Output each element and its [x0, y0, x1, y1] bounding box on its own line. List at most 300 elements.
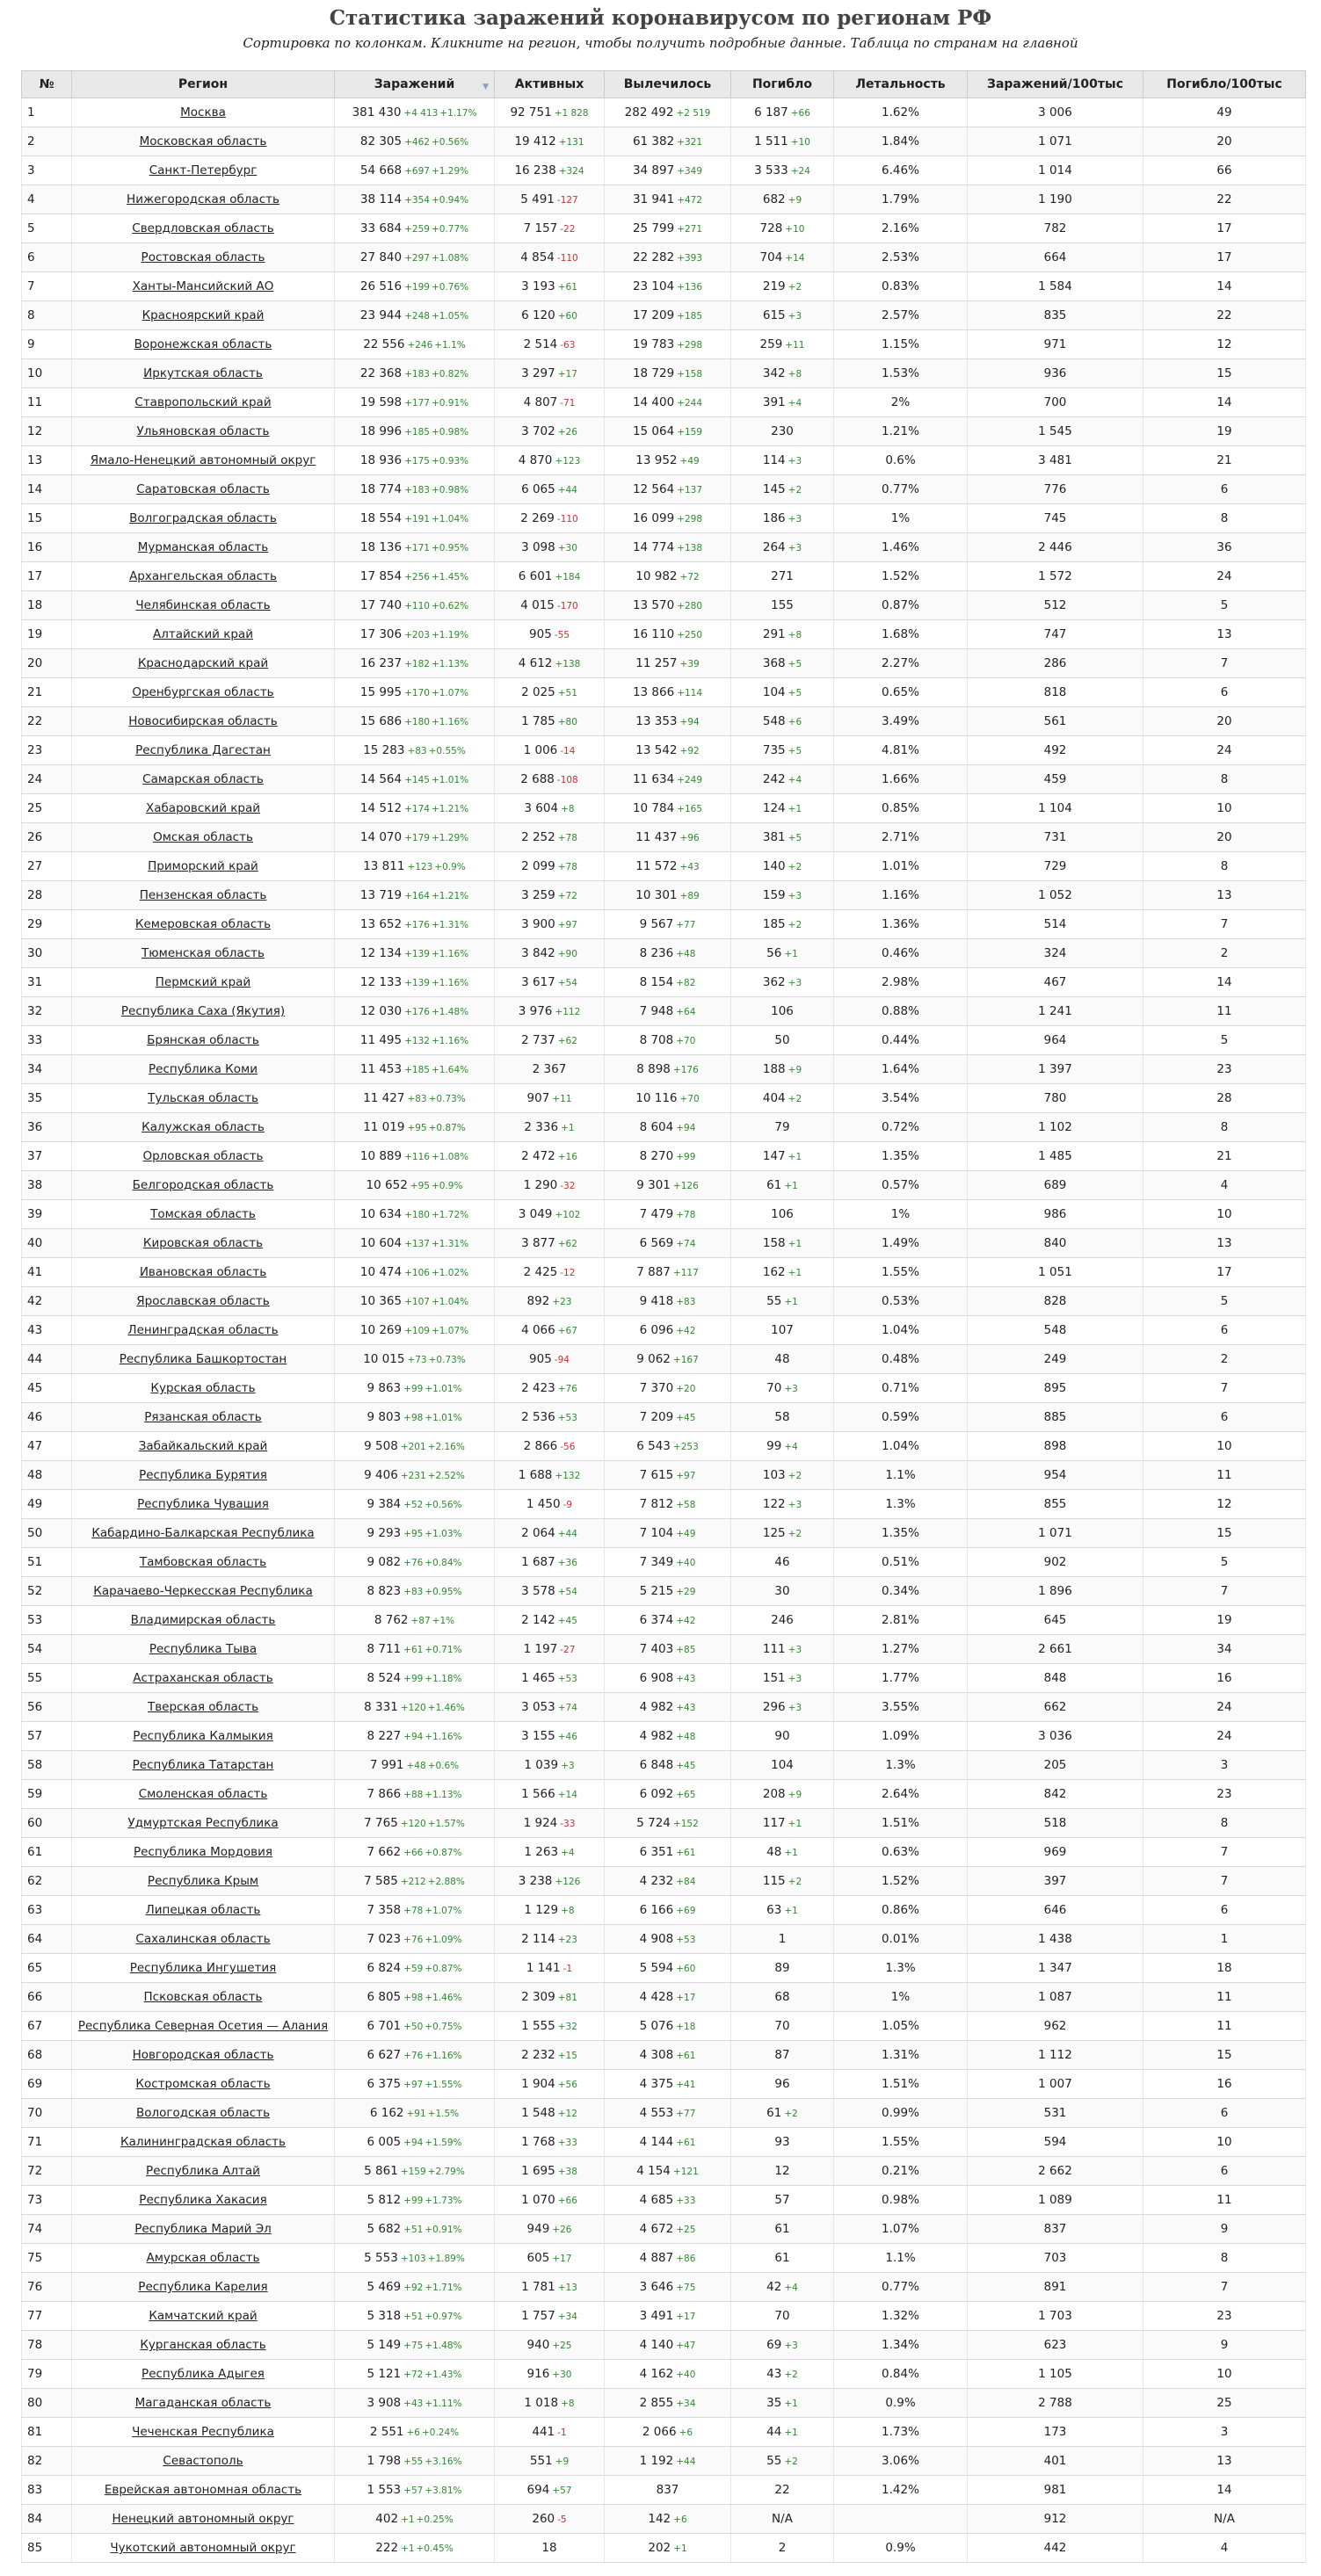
active-cell	[495, 388, 605, 417]
deaths-cell	[731, 649, 834, 678]
region-link[interactable]: Амурская область	[146, 2251, 260, 2265]
region-link[interactable]: Республика Калмыкия	[133, 1729, 273, 1743]
region-link[interactable]: Республика Северная Осетия — Алания	[77, 2019, 329, 2033]
active-cell	[495, 794, 605, 823]
infected-cell	[335, 997, 495, 1026]
region-link[interactable]: Приморский край	[148, 859, 258, 873]
active-cell	[495, 707, 605, 736]
region-link[interactable]: Ростовская область	[141, 250, 265, 264]
infected-growth-percent: +0.9%	[434, 862, 466, 872]
row-number: 15	[22, 504, 72, 533]
lethality-cell: 1.52%	[834, 1867, 968, 1896]
active-value: 3 238	[518, 1874, 553, 1888]
region-cell	[72, 2476, 335, 2505]
deaths-value: 104	[762, 685, 786, 699]
recovered-cell	[605, 736, 731, 765]
lethality-cell: 2.16%	[834, 214, 968, 243]
infected-growth-percent: +1.45%	[431, 572, 469, 582]
deaths-delta: +2	[784, 2370, 798, 2380]
infected-delta: +98	[403, 1993, 424, 2003]
deaths-value: 242	[762, 772, 786, 786]
infected-growth-percent: +2.16%	[427, 1442, 465, 1452]
region-link[interactable]: Республика Марий Эл	[134, 2222, 272, 2236]
infected-cell	[335, 736, 495, 765]
deaths-per-100k-cell: 5	[1143, 591, 1306, 620]
region-cell	[72, 2273, 335, 2302]
col-header-infected-per-100k[interactable]: Заражений/100тыс	[968, 71, 1143, 98]
region-link[interactable]: Ямало-Ненецкий автономный округ	[90, 453, 316, 467]
active-cell	[495, 1635, 605, 1664]
recovered-cell	[605, 2070, 731, 2099]
region-link[interactable]: Удмуртская Республика	[127, 1816, 279, 1830]
col-header-deaths[interactable]: Погибло	[731, 71, 834, 98]
infected-delta: +246	[407, 340, 433, 351]
col-header-deaths-per-100k[interactable]: Погибло/100тыс	[1143, 71, 1306, 98]
region-link[interactable]: Республика Башкортостан	[119, 1352, 287, 1366]
active-delta: +12	[557, 2109, 577, 2119]
lethality-cell: 2.71%	[834, 823, 968, 852]
infected-delta: +94	[403, 1732, 424, 1742]
region-link[interactable]: Ивановская область	[139, 1265, 267, 1279]
table-row	[22, 185, 1306, 214]
lethality-cell: 0.6%	[834, 446, 968, 475]
region-link[interactable]: Костромская область	[135, 2077, 271, 2091]
active-delta: +123	[555, 456, 581, 467]
deaths-per-100k-cell: 34	[1143, 1635, 1306, 1664]
region-link[interactable]: Пензенская область	[139, 888, 267, 902]
active-value: 3 049	[518, 1207, 553, 1221]
region-link[interactable]: Московская область	[139, 134, 267, 148]
recovered-delta: +94	[679, 717, 700, 727]
deaths-per-100k-cell: 8	[1143, 1113, 1306, 1142]
infected-per-100k-cell: 286	[968, 649, 1143, 678]
active-delta: +44	[557, 1529, 577, 1539]
active-delta: +78	[557, 833, 577, 843]
infected-per-100k-cell: 1 190	[968, 185, 1143, 214]
infected-growth-percent: +1.17%	[439, 108, 477, 119]
active-delta: +14	[557, 1790, 577, 1800]
infected-delta: +52	[403, 1500, 424, 1510]
active-value: 2 737	[521, 1033, 555, 1047]
region-link[interactable]: Карачаево-Черкесская Республика	[93, 1584, 313, 1598]
lethality-cell: 1.3%	[834, 1751, 968, 1780]
recovered-delta: +70	[679, 1094, 700, 1104]
region-link[interactable]: Тверская область	[147, 1700, 259, 1714]
recovered-delta: +72	[679, 572, 700, 582]
deaths-value: 3 533	[754, 163, 788, 177]
deaths-per-100k-cell: 11	[1143, 997, 1306, 1026]
region-link[interactable]: Архангельская область	[129, 569, 277, 583]
infected-delta: +48	[406, 1761, 426, 1771]
infected-cell	[335, 620, 495, 649]
region-link[interactable]: Республика Алтай	[146, 2164, 260, 2178]
infected-cell	[335, 1403, 495, 1432]
active-cell	[495, 1084, 605, 1113]
region-link[interactable]: Воронежская область	[134, 337, 272, 351]
recovered-delta: +48	[676, 1732, 696, 1742]
deaths-value: 125	[762, 1526, 786, 1540]
region-link[interactable]: Тульская область	[148, 1091, 258, 1105]
recovered-cell	[605, 2302, 731, 2331]
region-link[interactable]: Новосибирская область	[128, 714, 278, 728]
lethality-cell: 6.46%	[834, 156, 968, 185]
active-value: 905	[529, 627, 552, 641]
infected-per-100k-cell: 594	[968, 2128, 1143, 2157]
region-link[interactable]: Кемеровская область	[134, 917, 272, 931]
region-link[interactable]: Тюменская область	[142, 946, 265, 960]
region-link[interactable]: Омская область	[153, 830, 253, 844]
infected-cell	[335, 910, 495, 939]
lethality-cell: 1.1%	[834, 1461, 968, 1490]
deaths-cell	[731, 2128, 834, 2157]
infected-growth-percent: +1.73%	[425, 2196, 462, 2206]
deaths-value: 12	[774, 2164, 790, 2178]
deaths-per-100k-cell: 19	[1143, 1606, 1306, 1635]
col-header-number[interactable]: №	[22, 71, 72, 98]
region-link[interactable]: Ханты-Мансийский АО	[132, 279, 274, 293]
recovered-value: 7 370	[639, 1381, 674, 1395]
region-link[interactable]: Москва	[180, 105, 226, 119]
deaths-value: 48	[774, 1352, 790, 1366]
region-link[interactable]: Курская область	[150, 1381, 256, 1395]
region-link[interactable]: Кировская область	[142, 1236, 264, 1250]
deaths-delta: +2	[788, 1471, 802, 1481]
deaths-value: 704	[759, 250, 783, 264]
region-link[interactable]: Орловская область	[142, 1149, 264, 1163]
recovered-delta: +298	[677, 514, 703, 525]
infected-value: 22 368	[359, 366, 403, 380]
recovered-cell	[605, 2273, 731, 2302]
region-link[interactable]: Республика Коми	[149, 1062, 258, 1076]
deaths-per-100k-cell: 19	[1143, 417, 1306, 446]
recovered-value: 5 724	[636, 1816, 671, 1830]
recovered-delta: +49	[679, 456, 700, 467]
region-link[interactable]: Республика Крым	[147, 1874, 259, 1888]
region-link[interactable]: Камчатский край	[149, 2309, 258, 2323]
col-header-active[interactable]: Активных	[495, 71, 605, 98]
recovered-value: 10 982	[635, 569, 678, 583]
infected-growth-percent: +1.16%	[431, 1036, 469, 1046]
region-link[interactable]: Мурманская область	[137, 540, 269, 554]
active-delta: +53	[557, 1413, 577, 1423]
infected-growth-percent: +0.91%	[431, 398, 469, 409]
deaths-value: 70	[766, 1381, 782, 1395]
infected-per-100k-cell: 442	[968, 2534, 1143, 2563]
infected-delta: +175	[404, 456, 430, 467]
region-link[interactable]: Республика Ингушетия	[129, 1961, 277, 1975]
infected-cell	[335, 127, 495, 156]
active-delta: -94	[554, 1355, 570, 1365]
region-cell	[72, 2157, 335, 2186]
region-link[interactable]: Забайкальский край	[138, 1439, 268, 1453]
region-link[interactable]: Чеченская Республика	[132, 2425, 274, 2439]
infected-value: 9 082	[367, 1555, 402, 1569]
deaths-delta: +5	[788, 746, 802, 756]
lethality-cell: 1.73%	[834, 2418, 968, 2447]
row-number: 9	[22, 330, 72, 359]
deaths-per-100k-cell: 28	[1143, 1084, 1306, 1113]
col-header-infected[interactable]	[335, 71, 495, 98]
region-link[interactable]: Тамбовская область	[139, 1555, 267, 1569]
recovered-delta: +6	[679, 2428, 693, 2438]
table-row	[22, 1055, 1306, 1084]
region-link[interactable]: Псковская область	[143, 1990, 263, 2004]
region-link[interactable]: Магаданская область	[134, 2396, 272, 2410]
deaths-cell	[731, 2244, 834, 2273]
row-number: 29	[22, 910, 72, 939]
infected-per-100k-cell: 969	[968, 1838, 1143, 1867]
region-link[interactable]: Иркутская область	[143, 366, 263, 380]
region-link[interactable]: Республика Хакасия	[139, 2193, 267, 2207]
active-value: 6 065	[521, 482, 555, 496]
region-link[interactable]: Республика Саха (Якутия)	[120, 1004, 286, 1018]
infected-value: 12 134	[359, 946, 403, 960]
region-link[interactable]: Республика Татарстан	[132, 1758, 274, 1772]
deaths-value: 140	[762, 859, 786, 873]
infected-growth-percent: +1.5%	[427, 2109, 460, 2119]
region-link[interactable]: Астраханская область	[133, 1671, 273, 1685]
lethality-cell: 0.87%	[834, 591, 968, 620]
recovered-value: 8 708	[639, 1033, 674, 1047]
table-row	[22, 910, 1306, 939]
region-link[interactable]: Республика Мордовия	[133, 1845, 273, 1859]
region-cell	[72, 2418, 335, 2447]
deaths-value: 93	[774, 2135, 790, 2149]
col-header-recovered[interactable]: Вылечилось	[605, 71, 731, 98]
deaths-per-100k-cell: 7	[1143, 1577, 1306, 1606]
region-link[interactable]: Ярославская область	[136, 1294, 270, 1308]
infected-cell	[335, 2157, 495, 2186]
region-link[interactable]: Курганская область	[140, 2338, 266, 2352]
active-cell	[495, 2360, 605, 2389]
region-link[interactable]: Республика Адыгея	[142, 2367, 265, 2381]
infected-value: 11 019	[363, 1120, 405, 1134]
active-value: 3 976	[518, 1004, 553, 1018]
lethality-cell: 2.53%	[834, 243, 968, 272]
region-link[interactable]: Вологодская область	[135, 2106, 271, 2120]
recovered-cell	[605, 1751, 731, 1780]
table-row	[22, 620, 1306, 649]
deaths-per-100k-cell: 24	[1143, 562, 1306, 591]
region-link[interactable]: Ульяновская область	[136, 424, 270, 438]
lethality-cell: 0.46%	[834, 939, 968, 968]
deaths-value: 70	[774, 2309, 790, 2323]
region-link[interactable]: Брянская область	[147, 1033, 259, 1047]
region-link[interactable]: Республика Чувашия	[137, 1497, 269, 1511]
recovered-cell	[605, 2157, 731, 2186]
region-link[interactable]: Еврейская автономная область	[104, 2483, 302, 2497]
lethality-cell: 0.57%	[834, 1171, 968, 1200]
region-link[interactable]: Оренбургская область	[132, 685, 274, 699]
region-link[interactable]: Республика Тыва	[149, 1642, 258, 1656]
table-row	[22, 388, 1306, 417]
region-cell	[72, 2360, 335, 2389]
col-header-region[interactable]: Регион	[72, 71, 335, 98]
region-link[interactable]: Свердловская область	[132, 221, 274, 235]
table-row	[22, 1635, 1306, 1664]
infected-value: 19 598	[359, 395, 403, 409]
region-link[interactable]: Калужская область	[142, 1120, 265, 1134]
infected-cell	[335, 1693, 495, 1722]
recovered-cell	[605, 214, 731, 243]
deaths-value: 145	[762, 482, 786, 496]
active-value: 1 450	[526, 1497, 561, 1511]
region-link[interactable]: Челябинская область	[135, 598, 271, 612]
infected-delta: +180	[404, 1210, 430, 1220]
row-number: 43	[22, 1316, 72, 1345]
active-delta: -32	[560, 1181, 576, 1191]
table-row	[22, 1809, 1306, 1838]
deaths-cell	[731, 359, 834, 388]
recovered-cell	[605, 2505, 731, 2534]
active-delta: +57	[552, 2486, 572, 2496]
recovered-cell	[605, 301, 731, 330]
infected-growth-percent: +0.73%	[428, 1355, 466, 1365]
col-header-lethality[interactable]: Летальность	[834, 71, 968, 98]
lethality-cell: 1.55%	[834, 1258, 968, 1287]
deaths-cell	[731, 707, 834, 736]
region-link[interactable]: Ненецкий автономный округ	[112, 2512, 294, 2526]
region-link[interactable]: Ленинградская область	[127, 1323, 279, 1337]
region-cell	[72, 823, 335, 852]
region-link[interactable]: Санкт-Петербург	[149, 163, 258, 177]
table-row	[22, 1780, 1306, 1809]
infected-value: 7 662	[367, 1845, 402, 1859]
infected-growth-percent: +1.48%	[431, 1007, 469, 1017]
recovered-delta: +17	[676, 1993, 696, 2003]
recovered-value: 4 982	[639, 1729, 674, 1743]
region-link[interactable]: Республика Бурятия	[139, 1468, 267, 1482]
deaths-value: 61	[774, 2251, 790, 2265]
infected-delta: +183	[404, 485, 430, 496]
infected-cell	[335, 1171, 495, 1200]
region-link[interactable]: Рязанская область	[144, 1410, 262, 1424]
active-cell	[495, 1200, 605, 1229]
region-link[interactable]: Республика Карелия	[138, 2280, 268, 2294]
region-link[interactable]: Красноярский край	[142, 308, 265, 322]
region-link[interactable]: Волгоградская область	[129, 511, 277, 525]
deaths-value: 391	[762, 395, 786, 409]
infected-cell	[335, 533, 495, 562]
region-link[interactable]: Липецкая область	[145, 1903, 261, 1917]
recovered-delta: +298	[677, 340, 703, 351]
deaths-value: 104	[771, 1758, 794, 1772]
row-number: 12	[22, 417, 72, 446]
region-cell	[72, 1316, 335, 1345]
infected-cell	[335, 301, 495, 330]
lethality-cell: 0.9%	[834, 2389, 968, 2418]
infected-delta: +99	[403, 1384, 424, 1394]
region-link[interactable]: Белгородская область	[132, 1178, 274, 1192]
region-link[interactable]: Самарская область	[142, 772, 264, 786]
active-delta: +72	[557, 891, 577, 901]
region-link[interactable]: Кабардино-Балкарская Республика	[91, 1526, 315, 1540]
recovered-cell	[605, 1490, 731, 1519]
infected-growth-percent: +1.29%	[431, 833, 469, 843]
lethality-cell: 1.3%	[834, 1490, 968, 1519]
row-number: 25	[22, 794, 72, 823]
deaths-cell	[731, 2012, 834, 2041]
active-delta: -108	[556, 775, 578, 785]
table-row	[22, 1432, 1306, 1461]
row-number: 66	[22, 1983, 72, 2012]
region-link[interactable]: Калининградская область	[120, 2135, 286, 2149]
region-link[interactable]: Томская область	[150, 1207, 256, 1221]
region-cell	[72, 591, 335, 620]
infected-value: 5 682	[367, 2222, 402, 2236]
active-delta: -1	[563, 1964, 573, 1974]
region-link[interactable]: Саратовская область	[136, 482, 270, 496]
deaths-per-100k-cell: 15	[1143, 1519, 1306, 1548]
active-value: 1 548	[521, 2106, 555, 2120]
region-link[interactable]: Новгородская область	[132, 2048, 274, 2062]
deaths-value: 43	[766, 2367, 782, 2381]
infected-growth-percent: +0.24%	[421, 2428, 460, 2438]
deaths-value: 147	[762, 1149, 786, 1163]
active-value: 5 491	[520, 192, 555, 206]
region-link[interactable]: Республика Дагестан	[135, 743, 271, 757]
infected-value: 5 469	[367, 2280, 402, 2294]
lethality-cell: 1.27%	[834, 1635, 968, 1664]
row-number: 27	[22, 852, 72, 881]
region-link[interactable]: Краснодарский край	[137, 656, 269, 670]
active-delta: +78	[557, 862, 577, 872]
active-delta: -27	[560, 1645, 576, 1655]
table-row	[22, 2534, 1306, 2563]
region-link[interactable]: Ставропольский край	[134, 395, 272, 409]
region-link[interactable]: Владимирская область	[130, 1613, 276, 1627]
region-cell	[72, 1200, 335, 1229]
region-link[interactable]: Нижегородская область	[127, 192, 279, 206]
region-link[interactable]: Смоленская область	[138, 1787, 268, 1801]
row-number: 49	[22, 1490, 72, 1519]
region-link[interactable]: Пермский край	[155, 975, 251, 989]
recovered-delta: +45	[676, 1413, 696, 1423]
active-cell	[495, 1780, 605, 1809]
region-link[interactable]: Севастополь	[163, 2454, 243, 2468]
infected-per-100k-cell: 2 661	[968, 1635, 1143, 1664]
region-link[interactable]: Хабаровский край	[145, 801, 261, 815]
infected-growth-percent: +0.76%	[431, 282, 469, 293]
active-value: 1 006	[523, 743, 558, 757]
deaths-value: 188	[762, 1062, 786, 1076]
recovered-delta: +138	[677, 543, 703, 554]
recovered-cell	[605, 823, 731, 852]
region-link[interactable]: Сахалинская область	[135, 1932, 271, 1946]
recovered-cell	[605, 2476, 731, 2505]
active-cell	[495, 1896, 605, 1925]
lethality-cell: 2.57%	[834, 301, 968, 330]
recovered-cell	[605, 1693, 731, 1722]
recovered-value: 4 428	[639, 1990, 674, 2004]
row-number: 75	[22, 2244, 72, 2273]
infected-cell	[335, 185, 495, 214]
region-link[interactable]: Алтайский край	[153, 627, 253, 641]
region-link[interactable]: Чукотский автономный округ	[110, 2541, 296, 2555]
lethality-cell: 1.46%	[834, 533, 968, 562]
deaths-cell	[731, 272, 834, 301]
recovered-value: 11 572	[635, 859, 678, 873]
infected-growth-percent: +1.46%	[427, 1703, 465, 1713]
recovered-cell	[605, 2389, 731, 2418]
infected-per-100k-cell: 401	[968, 2447, 1143, 2476]
active-value: 2 269	[520, 511, 555, 525]
active-cell	[495, 591, 605, 620]
table-row	[22, 736, 1306, 765]
region-cell	[72, 765, 335, 794]
infected-per-100k-cell: 986	[968, 1200, 1143, 1229]
recovered-cell	[605, 1113, 731, 1142]
